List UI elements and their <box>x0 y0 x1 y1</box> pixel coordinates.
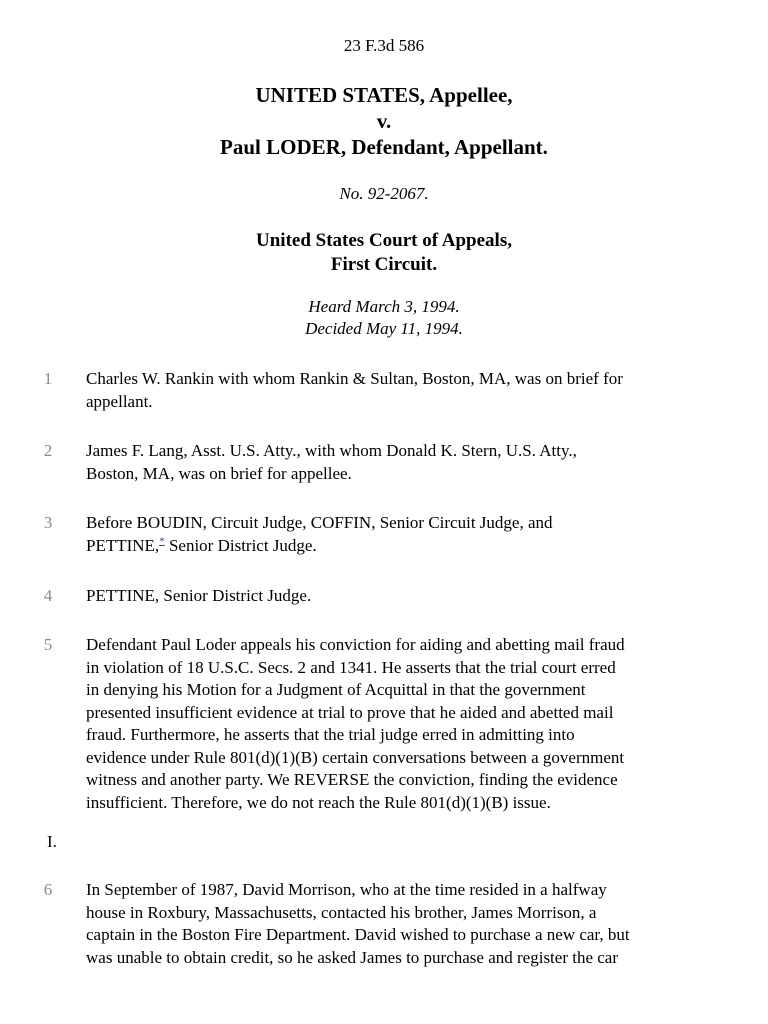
caption-appellant: Paul LODER, Defendant, Appellant. <box>220 135 548 159</box>
paragraph-line: Before BOUDIN, Circuit Judge, COFFIN, Senior Circuit Judge, and <box>86 513 553 532</box>
paragraph-line: James F. Lang, Asst. U.S. Atty., with whom Donald K. Stern, U.S. Atty., <box>86 441 577 460</box>
section-heading: I. <box>47 832 57 851</box>
paragraph-line: insufficient. Therefore, we do not reach the Rule 801(d)(1)(B) issue. <box>86 792 551 812</box>
court-name-line-1: United States Court of Appeals, <box>256 230 512 251</box>
paragraph-line: was unable to obtain credit, so he asked James to purchase and register the car <box>86 947 619 967</box>
judge-title: Senior District Judge. <box>164 535 317 555</box>
paragraph-line: in violation of 18 U.S.C. Secs. 2 and 1341. He asserts that the trial court erred <box>86 657 616 677</box>
case-caption <box>0 82 768 160</box>
paragraph-line: witness and another party. We REVERSE the conviction, finding the evidence <box>86 770 618 789</box>
paragraph-line: Boston, MA, was on brief for appellee. <box>86 463 352 483</box>
caption-versus: v. <box>376 109 392 133</box>
judge-name: PETTINE, <box>86 535 160 555</box>
docket-number: No. 92-2067. <box>339 184 429 203</box>
paragraph-line: Defendant Paul Loder appeals his conviction for aiding and abetting mail fraud <box>86 635 625 654</box>
paragraph-text <box>86 879 736 969</box>
paragraph-line <box>86 535 736 558</box>
paragraph-text <box>86 585 736 608</box>
court-name <box>0 229 768 277</box>
paragraph-number: 6 <box>43 880 53 899</box>
case-citation: 23 F.3d 586 <box>343 36 425 55</box>
caption-appellee: UNITED STATES, Appellee, <box>255 83 513 107</box>
paragraph-line: presented insufficient evidence at trial to prove that he aided and abetted mail <box>86 702 614 722</box>
paragraph-line: fraud. Furthermore, he asserts that the trial judge erred in admitting into <box>86 725 575 744</box>
paragraph-line: evidence under Rule 801(d)(1)(B) certain conversations between a government <box>86 747 625 767</box>
decision-dates <box>0 296 768 340</box>
footnote-link[interactable]: * <box>159 534 165 547</box>
paragraph-line: PETTINE, Senior District Judge. <box>86 586 312 605</box>
paragraph-line: In September of 1987, David Morrison, who at the time resided in a halfway <box>86 880 607 899</box>
decided-date: Decided May 11, 1994. <box>305 319 463 338</box>
paragraph-number: 3 <box>43 513 53 532</box>
paragraph-number: 2 <box>43 441 53 460</box>
paragraph-line: house in Roxbury, Massachusetts, contacted his brother, James Morrison, a <box>86 902 597 922</box>
paragraph-text <box>86 440 736 485</box>
paragraph-text <box>86 634 736 814</box>
paragraph-line: appellant. <box>86 391 153 411</box>
paragraph-number: 4 <box>43 586 53 605</box>
paragraph-number: 5 <box>43 635 53 654</box>
court-name-line-2: First Circuit. <box>330 254 438 275</box>
paragraph-text <box>86 368 736 413</box>
heard-date: Heard March 3, 1994. <box>308 297 460 316</box>
paragraph-text <box>86 512 736 557</box>
paragraph-line: in denying his Motion for a Judgment of Acquittal in that the government <box>86 680 586 699</box>
paragraph-number: 1 <box>43 369 53 388</box>
paragraph-line: captain in the Boston Fire Department. David wished to purchase a new car, but <box>86 925 630 944</box>
paragraph-line: Charles W. Rankin with whom Rankin & Sultan, Boston, MA, was on brief for <box>86 369 623 388</box>
